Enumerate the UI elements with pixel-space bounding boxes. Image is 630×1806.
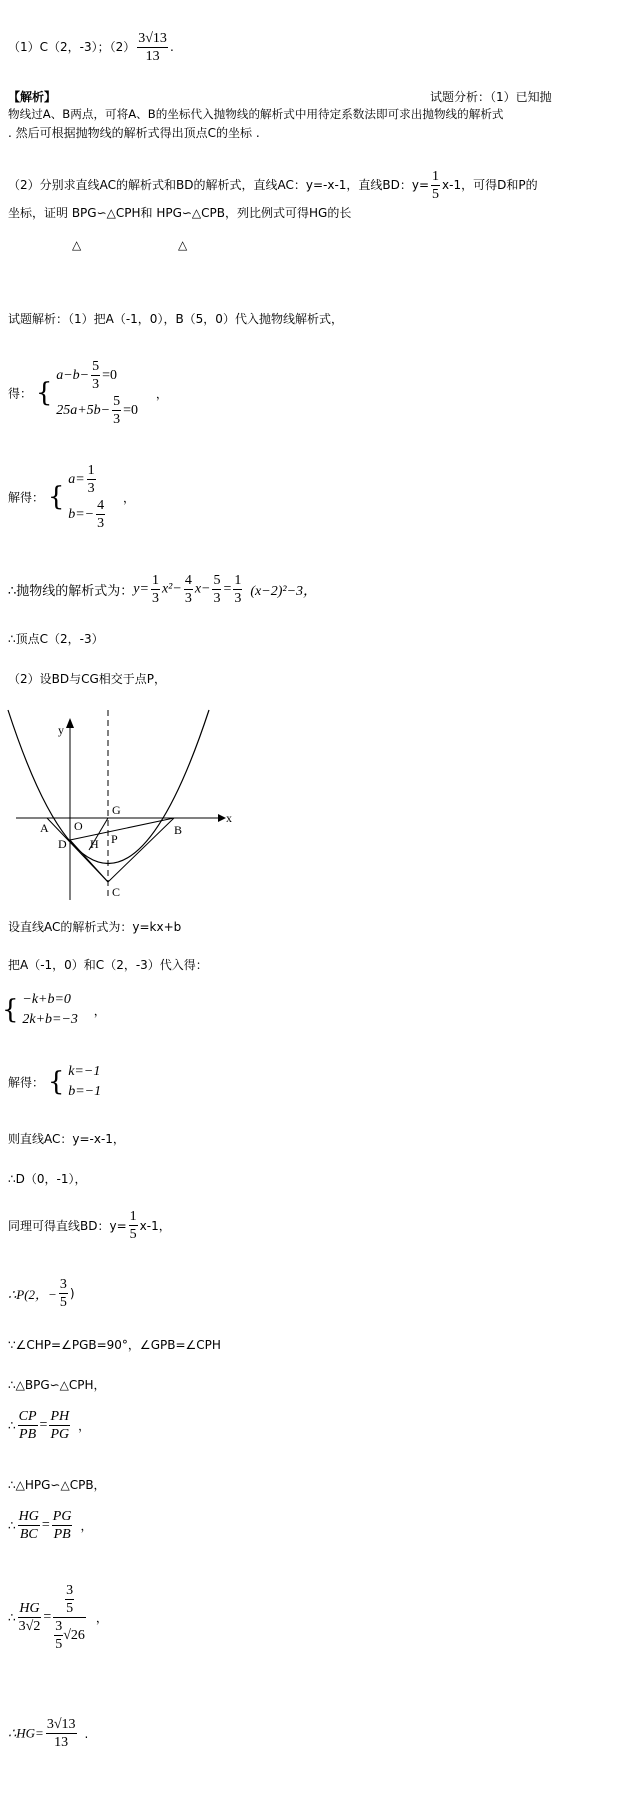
- bd-line: 同理可得直线BD：y= $\frac{1}{5}$ x-1，: [8, 1209, 171, 1242]
- parabola-equation: ∴抛物线的解析式为：y= $\frac{1}{3}$ x²− $\frac{4}{3}$ x− $\frac{5}{3}$ = $\frac{1}{3}$ (x−2)²−3，: [8, 573, 318, 606]
- similar-2: ∴△HPG∽△CPB，: [8, 1478, 106, 1492]
- ratio-1: ∴ $\frac{CP}{PB}$ = $\frac{PH}{PG}$ ，: [8, 1409, 91, 1442]
- system-equations-1: 得： { a−b− $\frac{5}{3}$ =0 25a+5b− $\frac{5}{3}$ =0 ，: [8, 359, 168, 427]
- answer-line: （1）C（2，-3）；（2） $\frac{3√13}{13}$ .: [8, 31, 174, 64]
- ratio-2: ∴ $\frac{HG}{BC}$ = $\frac{PG}{PB}$ ，: [8, 1509, 93, 1542]
- label-D: D: [58, 837, 67, 851]
- label-y: y: [58, 723, 64, 737]
- label-G: G: [112, 803, 121, 817]
- hg-result: ∴HG= $\frac{3√13}{13}$ .: [8, 1717, 89, 1750]
- label-A: A: [40, 821, 49, 835]
- p-point: ∴P(2，− $\frac{3}{5}$ ): [8, 1277, 75, 1310]
- label-O: O: [74, 819, 83, 833]
- part2-intro: （2）设BD与CG相交于点P，: [8, 672, 167, 686]
- triangle-mark-2: △: [178, 238, 188, 252]
- ac-line-result: 则直线AC：y=-x-1，: [8, 1132, 125, 1146]
- angles-line: ∵∠CHP=∠PGB=90°，∠GPB=∠CPH: [8, 1338, 221, 1352]
- analysis-header-right: 试题分析：（1）已知抛: [430, 90, 552, 104]
- analysis-line-2: . 然后可根据抛物线的解析式得出顶点C的坐标 .: [8, 126, 260, 140]
- sub-ac-line: 把A（-1，0）和C（2，-3）代入得：: [8, 958, 208, 972]
- label-H: H: [90, 837, 99, 851]
- parabola-figure: [4, 700, 234, 900]
- analysis-tag: 【解析】: [8, 90, 57, 104]
- triangle-mark-1: △: [72, 238, 82, 252]
- ratio-3: ∴ $\frac{HG}{3√2}$ = $\frac{3}{5}$ $\frac{3}{5}$ √26 ，: [8, 1583, 108, 1652]
- system-equations-2: { −k+b=0 2k+b=−3 ，: [2, 992, 106, 1027]
- analysis-part2-line-2: 坐标，证明 BPG∽△CPH和 HPG∽△CPB，列比例式可得HG的长: [8, 206, 352, 220]
- label-B: B: [174, 823, 183, 837]
- label-x: x: [226, 811, 232, 825]
- analysis-part2-line: （2）分别求直线AC的解析式和BD的解析式，直线AC：y=-x-1，直线BD：y= $\frac{1}{5}$ x-1，可得D和P的: [8, 169, 538, 202]
- label-P: P: [111, 832, 118, 846]
- analysis-line-1: 物线过A、B两点，可将A、B的坐标代入抛物线的解析式中用待定系数法即可求出抛物线的解析式: [8, 107, 504, 121]
- d-point: ∴D（0，-1），: [8, 1172, 87, 1186]
- solution-intro: 试题解析：（1）把A（-1，0），B（5，0）代入抛物线解析式，: [8, 312, 343, 326]
- set-ac-line: 设直线AC的解析式为：y=kx+b: [8, 920, 182, 934]
- similar-1: ∴△BPG∽△CPH，: [8, 1378, 106, 1392]
- k-b-values: 解得： { k=−1 b=−1: [8, 1064, 102, 1099]
- vertex-line: ∴顶点C（2，-3）: [8, 632, 104, 646]
- solution-ab-values: 解得： { a= $\frac{1}{3}$ b=− $\frac{4}{3}$ ，: [8, 463, 135, 531]
- answer-prefix: （1）C（2，-3）；（2）: [8, 40, 136, 54]
- label-C: C: [112, 885, 121, 899]
- answer-fraction: $\frac{3√13}{13}$: [138, 31, 167, 64]
